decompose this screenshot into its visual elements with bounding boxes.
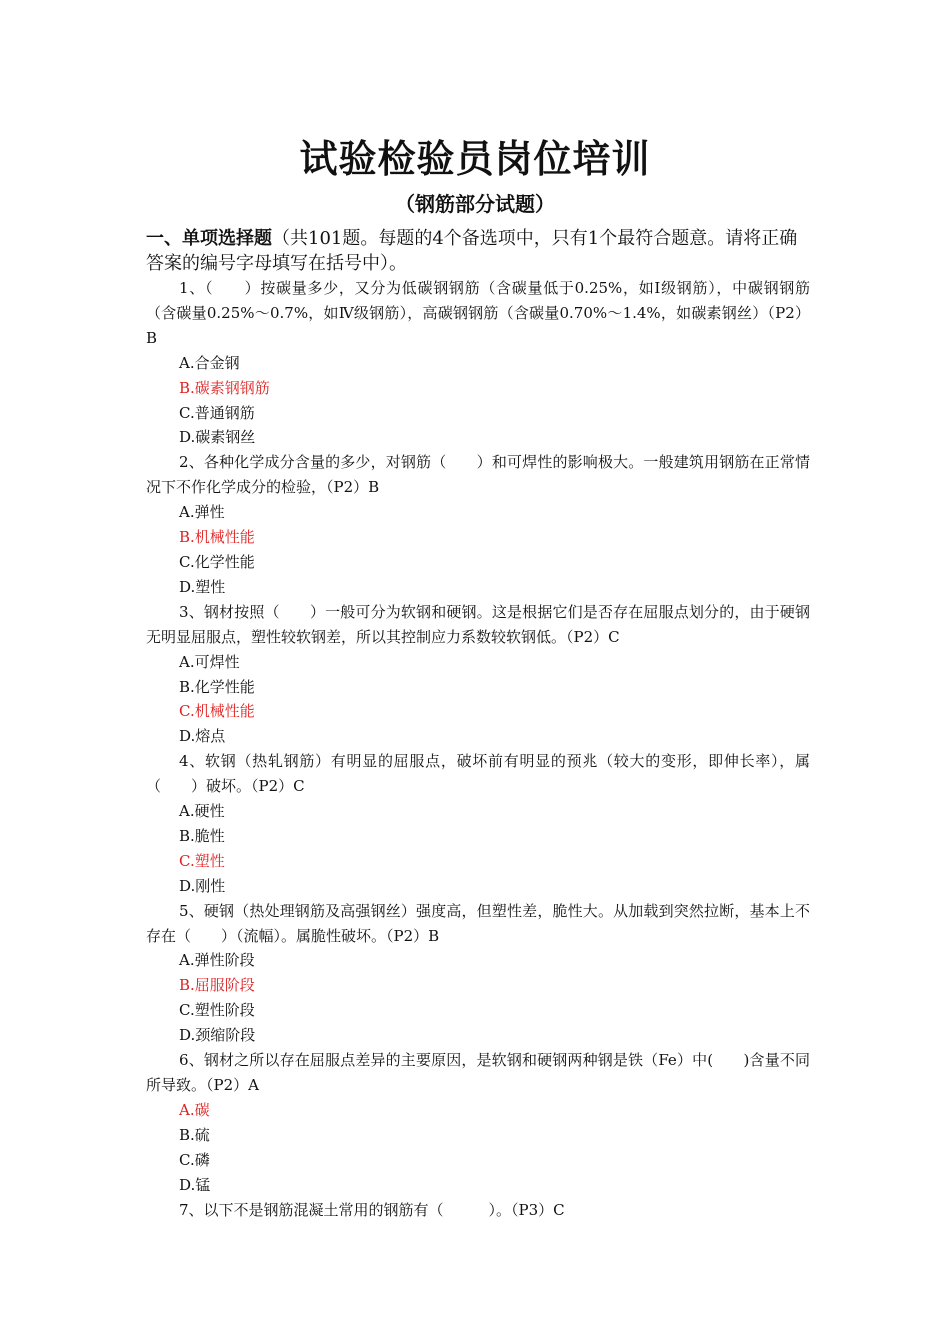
document-title: 试验检验员岗位培训	[299, 137, 651, 181]
answer-option: B.化学性能	[179, 677, 255, 696]
answer-option-correct: B.碳素钢钢筋	[179, 378, 270, 397]
question-stem: 1、（ ）按碳量多少，又分为低碳钢钢筋（含碳量低于0.25%，如Ⅰ级钢筋），中碳钢钢筋（含碳量0.25%～0.7%，如Ⅳ级钢筋），高碳钢钢筋（含碳量0.70%～1.4%，如碳素钢丝）（P2）B	[146, 279, 810, 347]
answer-option: C.磷	[179, 1150, 210, 1169]
question-stem: 7、以下不是钢筋混凝土常用的钢筋有（ ）。（P3）C	[179, 1200, 565, 1219]
question-stem: 4、软钢（热轧钢筋）有明显的屈服点，破坏前有明显的预兆（较大的变形，即伸长率），属（ ）破坏。（P2）C	[146, 752, 810, 796]
answer-option: C.化学性能	[179, 552, 255, 571]
document-subtitle: （钢筋部分试题）	[395, 192, 555, 216]
answer-option: D.熔点	[179, 727, 226, 746]
answer-option: D.颈缩阶段	[179, 1026, 256, 1045]
question-stem: 3、钢材按照（ ）一般可分为软钢和硬钢。这是根据它们是否存在屈服点划分的，由于硬钢无明显屈服点，塑性较软钢差，所以其控制应力系数较软钢低。（P2）C	[146, 602, 810, 646]
answer-option: A.弹性阶段	[179, 951, 255, 970]
section-instruction: （共101题。每题的4个备选项中，只有1个最符合题意。请将正确答案的编号字母填写在括号中）。	[146, 228, 798, 274]
answer-option-correct: C.塑性	[179, 851, 225, 870]
question-list	[146, 276, 810, 1222]
section-header	[146, 226, 806, 276]
section-heading: 一、单项选择题	[146, 228, 272, 249]
question-stem: 2、各种化学成分含量的多少，对钢筋（ ）和可焊性的影响极大。一般建筑用钢筋在正常情况下不作化学成分的检验，（P2）B	[146, 453, 810, 497]
answer-option: A.弹性	[179, 503, 225, 522]
answer-option: A.硬性	[179, 802, 225, 821]
answer-option-correct: C.机械性能	[179, 702, 255, 721]
answer-option: B.脆性	[179, 826, 225, 845]
answer-option-correct: B.屈服阶段	[179, 976, 255, 995]
question-stem: 5、硬钢（热处理钢筋及高强钢丝）强度高，但塑性差，脆性大。从加载到突然拉断，基本上不存在（ ）（流幅）。属脆性破坏。（P2）B	[146, 901, 810, 945]
answer-option: C.塑性阶段	[179, 1001, 255, 1020]
answer-option-correct: A.碳	[179, 1100, 210, 1119]
answer-option: C.普通钢筋	[179, 403, 255, 422]
answer-option: D.塑性	[179, 577, 226, 596]
question-stem: 6、钢材之所以存在屈服点差异的主要原因，是软钢和硬钢两种钢是铁（Fe）中( )含量不同所导致。（P2）A	[146, 1051, 810, 1094]
answer-option: A.合金钢	[179, 353, 240, 372]
answer-option: D.刚性	[179, 876, 226, 895]
answer-option-correct: B.机械性能	[179, 528, 255, 547]
answer-option: D.锰	[179, 1175, 211, 1194]
answer-option: D.碳素钢丝	[179, 428, 256, 447]
answer-option: A.可焊性	[179, 652, 240, 671]
answer-option: B.硫	[179, 1125, 210, 1144]
